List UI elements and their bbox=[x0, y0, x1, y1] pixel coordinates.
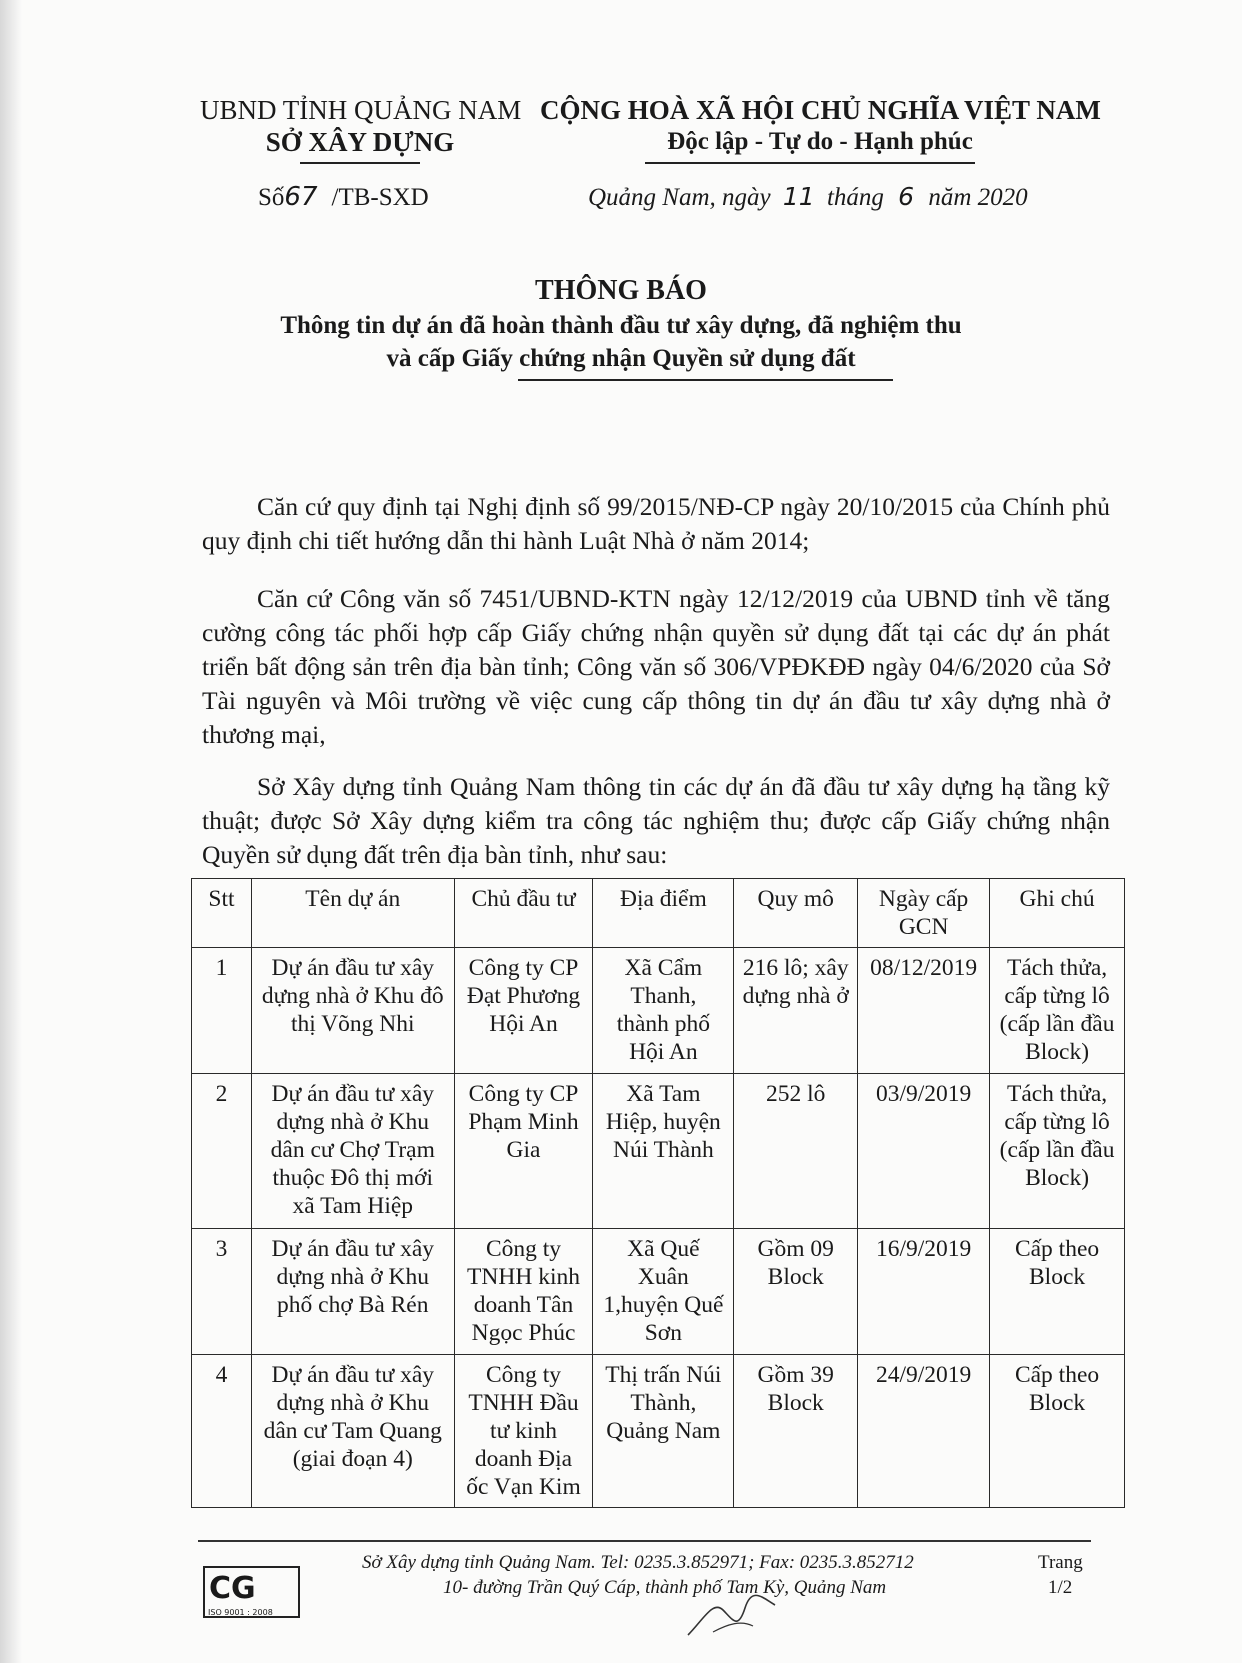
cell-note: Tách thửa, cấp từng lô (cấp lần đầu Block) bbox=[990, 1074, 1125, 1229]
header-stt: Stt bbox=[192, 879, 252, 948]
table-row bbox=[192, 1229, 1125, 1355]
logo-text: CG bbox=[209, 1571, 256, 1606]
cell-note: Cấp theo Block bbox=[990, 1355, 1125, 1508]
signature-scribble bbox=[683, 1590, 783, 1640]
left-header-underline bbox=[300, 162, 420, 164]
table-row bbox=[192, 1355, 1125, 1508]
legal-basis-paragraph-2: Căn cứ Công văn số 7451/UBND-KTN ngày 12/12/2019 của UBND tỉnh về tăng cường công tác phối hợp cấp Giấy chứng nhận quyền sử dụng đất tại các dự án phát triển bất động sản trên địa bàn tỉnh; Công văn số 306/VPĐKĐĐ ngày 04/6/2020 của Sở Tài nguyên và Môi trường về việc cung cấp thông tin dự án đầu tư xây dựng nhà ở thương mại, bbox=[202, 584, 1110, 749]
national-motto: Độc lập - Tự do - Hạnh phúc bbox=[667, 128, 973, 155]
document-subtitle-line1: Thông tin dự án đã hoàn thành đầu tư xây dựng, đã nghiệm thu bbox=[280, 312, 962, 339]
cell-investor: Công ty TNHH Đầu tư kinh doanh Địa ốc Vạn Kim bbox=[454, 1355, 593, 1508]
doc-number-prefix: Số bbox=[258, 184, 285, 211]
cell-investor: Công ty TNHH kinh doanh Tân Ngọc Phúc bbox=[454, 1229, 593, 1355]
doc-number-handwritten: 67 bbox=[284, 182, 318, 212]
cell-project-name: Dự án đầu tư xây dựng nhà ở Khu phố chợ Bà Rén bbox=[251, 1229, 454, 1355]
header-project-name: Tên dự án bbox=[251, 879, 454, 948]
page-label: Trang bbox=[1038, 1552, 1083, 1573]
legal-basis-paragraph-1: Căn cứ quy định tại Nghị định số 99/2015/NĐ-CP ngày 20/10/2015 của Chính phủ quy định chi tiết hướng dẫn thi hành Luật Nhà ở năm 2014; bbox=[202, 492, 1110, 555]
date-day-handwritten: 11 bbox=[782, 182, 815, 211]
date-prefix: Quảng Nam, ngày bbox=[588, 184, 771, 211]
cell-stt: 1 bbox=[192, 948, 252, 1074]
announcement-paragraph: Sở Xây dựng tỉnh Quảng Nam thông tin các dự án đã đầu tư xây dựng hạ tầng kỹ thuật; được Sở Xây dựng kiểm tra công tác nghiệm thu; được cấp Giấy chứng nhận Quyền sử dụng đất trên địa bàn tỉnh, như sau: bbox=[202, 772, 1110, 869]
scan-edge-shadow bbox=[0, 0, 22, 1663]
cell-certificate-date: 03/9/2019 bbox=[858, 1074, 990, 1229]
cell-location: Xã Tam Hiệp, huyện Núi Thành bbox=[593, 1074, 734, 1229]
cell-investor: Công ty CP Đạt Phương Hội An bbox=[454, 948, 593, 1074]
logo-iso-text: ISO 9001 : 2008 bbox=[208, 1608, 273, 1617]
issue-date bbox=[588, 182, 1028, 212]
cell-location: Xã Quế Xuân 1,huyện Quế Sơn bbox=[593, 1229, 734, 1355]
page-number: 1/2 bbox=[1048, 1577, 1073, 1598]
cell-scale: 216 lô; xây dựng nhà ở bbox=[734, 948, 858, 1074]
cell-project-name: Dự án đầu tư xây dựng nhà ở Khu dân cư Tam Quang (giai đoạn 4) bbox=[251, 1355, 454, 1508]
cell-note: Tách thửa, cấp từng lô (cấp lần đầu Block) bbox=[990, 948, 1125, 1074]
cell-certificate-date: 16/9/2019 bbox=[858, 1229, 990, 1355]
table-row bbox=[192, 1074, 1125, 1229]
header-investor: Chủ đầu tư bbox=[454, 879, 593, 948]
header-certificate-date: Ngày cấp GCN bbox=[858, 879, 990, 948]
cell-certificate-date: 08/12/2019 bbox=[858, 948, 990, 1074]
date-month-label: tháng bbox=[826, 184, 884, 211]
document-title: THÔNG BÁO bbox=[535, 275, 707, 306]
cell-location: Xã Cẩm Thanh, thành phố Hội An bbox=[593, 948, 734, 1074]
date-month-handwritten: 6 bbox=[898, 182, 915, 211]
table-row bbox=[192, 948, 1125, 1074]
doc-number-suffix: /TB-SXD bbox=[331, 184, 429, 211]
national-title: CỘNG HOÀ XÃ HỘI CHỦ NGHĨA VIỆT NAM bbox=[540, 95, 1101, 125]
cell-stt: 2 bbox=[192, 1074, 252, 1229]
iso-certification-logo bbox=[203, 1566, 300, 1618]
cell-stt: 3 bbox=[192, 1229, 252, 1355]
date-year: năm 2020 bbox=[928, 184, 1028, 211]
cell-scale: Gồm 39 Block bbox=[734, 1355, 858, 1508]
cell-location: Thị trấn Núi Thành, Quảng Nam bbox=[593, 1355, 734, 1508]
cell-stt: 4 bbox=[192, 1355, 252, 1508]
issuing-authority: UBND TỈNH QUẢNG NAM bbox=[200, 95, 522, 125]
header-scale: Quy mô bbox=[734, 879, 858, 948]
footer-address: 10- đường Trần Quý Cáp, thành phố Tam Kỳ, Quảng Nam bbox=[443, 1577, 887, 1598]
table-header-row bbox=[192, 879, 1125, 948]
document-number bbox=[258, 182, 429, 212]
cell-scale: Gồm 09 Block bbox=[734, 1229, 858, 1355]
cell-certificate-date: 24/9/2019 bbox=[858, 1355, 990, 1508]
cell-note: Cấp theo Block bbox=[990, 1229, 1125, 1355]
issuing-department: SỞ XÂY DỰNG bbox=[265, 127, 455, 157]
header-location: Địa điểm bbox=[593, 879, 734, 948]
cell-investor: Công ty CP Phạm Minh Gia bbox=[454, 1074, 593, 1229]
footer-rule bbox=[198, 1540, 1091, 1542]
document-subtitle-line2: và cấp Giấy chứng nhận Quyền sử dụng đất bbox=[386, 345, 856, 372]
cell-scale: 252 lô bbox=[734, 1074, 858, 1229]
footer-contact: Sở Xây dựng tỉnh Quảng Nam. Tel: 0235.3.852971; Fax: 0235.3.852712 bbox=[362, 1552, 914, 1573]
title-underline bbox=[518, 379, 893, 381]
right-header-underline bbox=[645, 162, 975, 164]
cell-project-name: Dự án đầu tư xây dựng nhà ở Khu đô thị Võng Nhi bbox=[251, 948, 454, 1074]
cell-project-name: Dự án đầu tư xây dựng nhà ở Khu dân cư Chợ Trạm thuộc Đô thị mới xã Tam Hiệp bbox=[251, 1074, 454, 1229]
projects-table bbox=[191, 878, 1125, 1508]
header-note: Ghi chú bbox=[990, 879, 1125, 948]
